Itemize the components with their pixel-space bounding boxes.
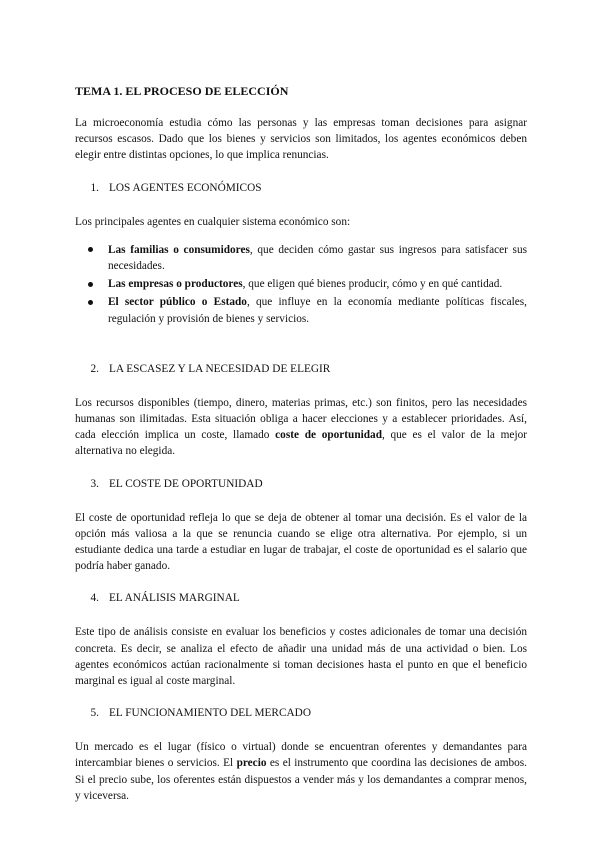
list-item-bold: Las empresas o productores <box>108 278 243 291</box>
section-title: EL ANÁLISIS MARGINAL <box>109 592 240 605</box>
bullet-icon <box>75 242 108 274</box>
bullet-icon <box>75 294 108 326</box>
paragraph-bold: precio <box>236 757 267 770</box>
list-item <box>75 242 527 274</box>
section-3-heading <box>75 476 527 492</box>
section-3-paragraph: El coste de oportunidad refleja lo que se deja de obtener al tomar una decisión. Es el valor de la opción más valiosa a la que se renuncia cuando se elige otra alternativa. Por ejemplo, si un estudiante dedica una tarde a estudiar en lugar de trabajar, el coste de oportunidad es el salario que podría haber ganado. <box>75 511 527 573</box>
section-5-heading <box>75 705 527 721</box>
section-title: EL COSTE DE OPORTUNIDAD <box>109 477 263 490</box>
section-number: 2. <box>90 362 99 375</box>
section-number: 4. <box>90 592 99 605</box>
section-number: 3. <box>90 477 99 490</box>
list-item-bold: Las familias o consumidores <box>108 243 250 256</box>
list-item-text: , que eligen qué bienes producir, cómo y en qué cantidad. <box>242 278 503 291</box>
paragraph-text: , que es el valor de la mejor alternativa no elegida. <box>75 429 527 458</box>
section-number: 1. <box>90 181 99 194</box>
paragraph-text: Los recursos disponibles (tiempo, dinero, materias primas, etc.) son finitos, pero las necesidades humanas son ilimitadas. Esta situación obliga a hacer elecciones y a establecer prioridades. Así, cada elección implica un coste, llamado <box>75 396 527 442</box>
list-item-text: , que influye en la economía mediante políticas fiscales, regulación y provisión de bienes y servicios. <box>108 296 527 325</box>
document-title: TEMA 1. EL PROCESO DE ELECCIÓN <box>75 84 289 98</box>
list-item-bold: El sector público o Estado <box>108 296 247 309</box>
list-item <box>75 294 527 326</box>
paragraph-text: es el instrumento que coordina las decisiones de ambos. Si el precio sube, los oferentes están dispuestos a vender más y los demandantes a comprar menos, y viceversa. <box>75 757 527 802</box>
paragraph-bold: coste de oportunidad <box>275 429 382 442</box>
list-item <box>75 276 527 292</box>
list-item-text: , que deciden cómo gastar sus ingresos para satisfacer sus necesidades. <box>108 243 527 273</box>
section-1-heading <box>75 180 527 196</box>
agents-list <box>75 242 527 327</box>
bullet-icon <box>75 276 108 292</box>
section-number: 5. <box>90 707 99 720</box>
section-1-lead: Los principales agentes en cualquier sistema económico son: <box>75 215 351 228</box>
section-4-heading <box>75 590 527 606</box>
document-page <box>75 70 527 804</box>
intro-paragraph: La microeconomía estudia cómo las personas y las empresas toman decisiones para asignar recursos escasos. Dado que los bienes y servicios son limitados, los agentes económicos deben elegir entre distintas opciones, lo que implica renuncias. <box>75 117 527 162</box>
paragraph-text: Un mercado es el lugar (físico o virtual) donde se encuentran oferentes y demandantes para intercambiar bienes o servicios. El <box>75 741 527 770</box>
section-4-paragraph: Este tipo de análisis consiste en evaluar los beneficios y costes adicionales de tomar una decisión concreta. Es decir, se analiza el efecto de añadir una unidad más de una actividad o bien. Los agentes económicos actúan racionalmente si toman decisiones hasta el punto en que el beneficio marginal es igual al coste marginal. <box>75 626 527 688</box>
section-title: LOS AGENTES ECONÓMICOS <box>109 181 262 194</box>
section-5-paragraph <box>75 739 527 804</box>
section-2-heading <box>75 361 527 377</box>
section-title: LA ESCASEZ Y LA NECESIDAD DE ELEGIR <box>109 362 331 375</box>
section-2-paragraph <box>75 395 527 460</box>
section-title: EL FUNCIONAMIENTO DEL MERCADO <box>109 707 311 720</box>
